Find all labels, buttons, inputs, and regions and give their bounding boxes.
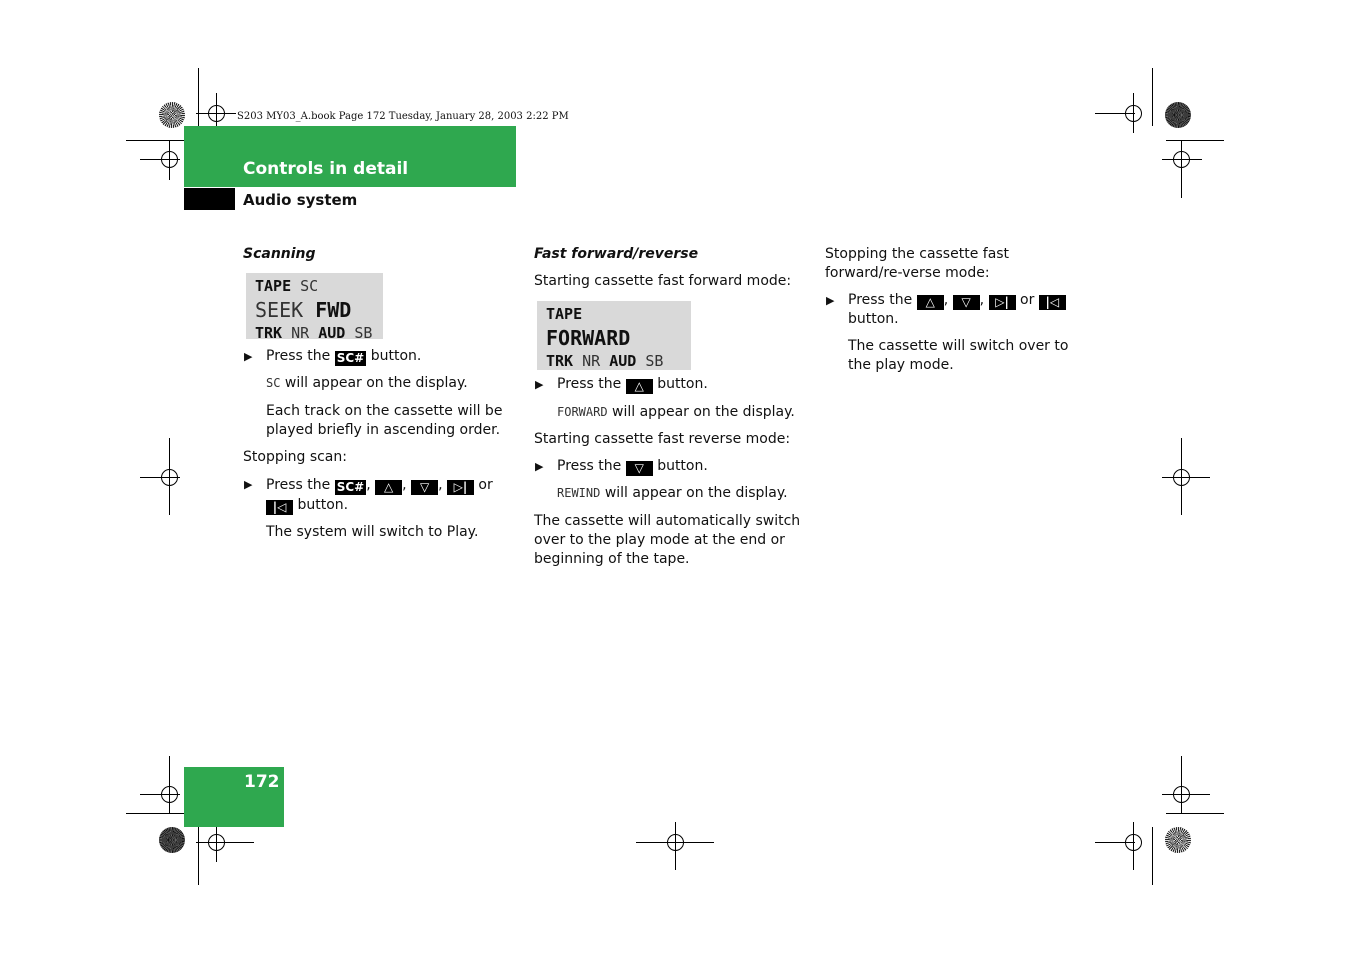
bullet-arrow-icon: ▶ [535, 378, 544, 391]
lcd-display-forward [537, 301, 691, 370]
lcd-text: FORWARD [546, 326, 631, 350]
lcd-text: FWD [315, 298, 352, 322]
bullet-arrow-icon: ▶ [535, 460, 544, 473]
instruction-text: Press the [557, 376, 622, 392]
print-info: S203 MY03_A.book Page 172 Tuesday, January 28, 2003 2:22 PM [237, 111, 569, 122]
result-text: will appear on the display. [612, 404, 795, 420]
column-scanning [243, 245, 513, 542]
next-key-icon: ▷| [447, 480, 474, 495]
up-key-icon: △ [375, 480, 402, 495]
prev-key-icon: |◁ [266, 500, 293, 515]
section-title: Controls in detail [243, 159, 409, 179]
rewind-result [534, 484, 809, 503]
lcd-text: SB [645, 352, 664, 370]
lcd-display-scan [246, 273, 383, 342]
heading-fast-forward: Fast forward/reverse [534, 246, 699, 262]
subheader-marker [184, 188, 235, 210]
lcd-text: AUD [609, 352, 637, 370]
lcd-text: TRK [255, 324, 283, 342]
display-text: FORWARD [557, 405, 608, 419]
column-stopping [825, 245, 1085, 375]
instruction-text: button. [848, 311, 899, 327]
forward-result [534, 403, 809, 422]
lcd-text: AUD [318, 324, 346, 342]
down-key-icon: ▽ [953, 295, 980, 310]
instruction-text: button. [657, 376, 708, 392]
heading-scanning: Scanning [243, 246, 316, 262]
instruction-text: Press the [266, 477, 331, 493]
lcd-text: SB [354, 324, 373, 342]
lcd-text: NR [582, 352, 601, 370]
lcd-text: TAPE [546, 305, 583, 323]
instruction-press-down [534, 457, 809, 476]
sc-result [243, 374, 513, 393]
stop-ff-result: The cassette will switch over to the play mode. [848, 338, 1069, 373]
subsection-title: Audio system [243, 191, 358, 209]
lcd-text: SC [300, 277, 319, 295]
bullet-arrow-icon: ▶ [244, 350, 253, 363]
instruction-text: Press the [557, 458, 622, 474]
sc-key-icon: SC# [336, 480, 365, 494]
up-key-icon: △ [626, 379, 653, 394]
instruction-press-sc [243, 347, 513, 366]
instruction-text: Press the [848, 292, 913, 308]
start-ff-label: Starting cassette fast forward mode: [534, 273, 792, 289]
result-text: will appear on the display. [604, 485, 788, 501]
instruction-stop-scan: ▶ Press the SC# , △ , ▽ , ▷| or |◁ button. [244, 477, 493, 514]
lcd-text: TAPE [255, 277, 292, 295]
up-key-icon: △ [917, 295, 944, 310]
bullet-arrow-icon: ▶ [244, 478, 253, 491]
instruction-stop-ff: ▶ Press the △ , ▽ , ▷| or |◁ button. [825, 291, 1085, 329]
down-key-icon: ▽ [411, 480, 438, 495]
next-key-icon: ▷| [989, 295, 1016, 310]
result-text: will appear on the display. [284, 375, 468, 391]
lcd-text: SEEK [255, 298, 304, 322]
instruction-text: button. [370, 348, 422, 364]
instruction-text: Press the [266, 348, 331, 364]
column-fast-forward [534, 245, 809, 569]
page-number: 172 [244, 772, 280, 792]
down-key-icon: ▽ [626, 461, 653, 476]
stopping-scan-label: Stopping scan: [243, 449, 347, 465]
sc-key-icon: SC# [336, 351, 365, 365]
instruction-text: or [478, 477, 493, 493]
each-track-text: Each track on the cassette will be played briefly in ascending order. [266, 403, 503, 438]
instruction-text: button. [657, 458, 708, 474]
display-text: SC [266, 376, 281, 390]
instruction-text: or [1020, 292, 1035, 308]
auto-switch-text: The cassette will automatically switch over to the play mode at the end or beginning of the tape. [534, 513, 801, 567]
prev-key-icon: |◁ [1039, 295, 1066, 310]
lcd-text: TRK [546, 352, 574, 370]
display-text: REWIND [557, 486, 601, 500]
stopping-ff-label: Stopping the cassette fast forward/re-verse mode: [825, 246, 1010, 281]
instruction-press-up [534, 375, 809, 394]
start-rev-label: Starting cassette fast reverse mode: [534, 431, 791, 447]
bullet-arrow-icon: ▶ [826, 294, 835, 307]
instruction-text: button. [297, 497, 349, 513]
stop-scan-result: The system will switch to Play. [266, 524, 479, 540]
lcd-text: NR [291, 324, 310, 342]
